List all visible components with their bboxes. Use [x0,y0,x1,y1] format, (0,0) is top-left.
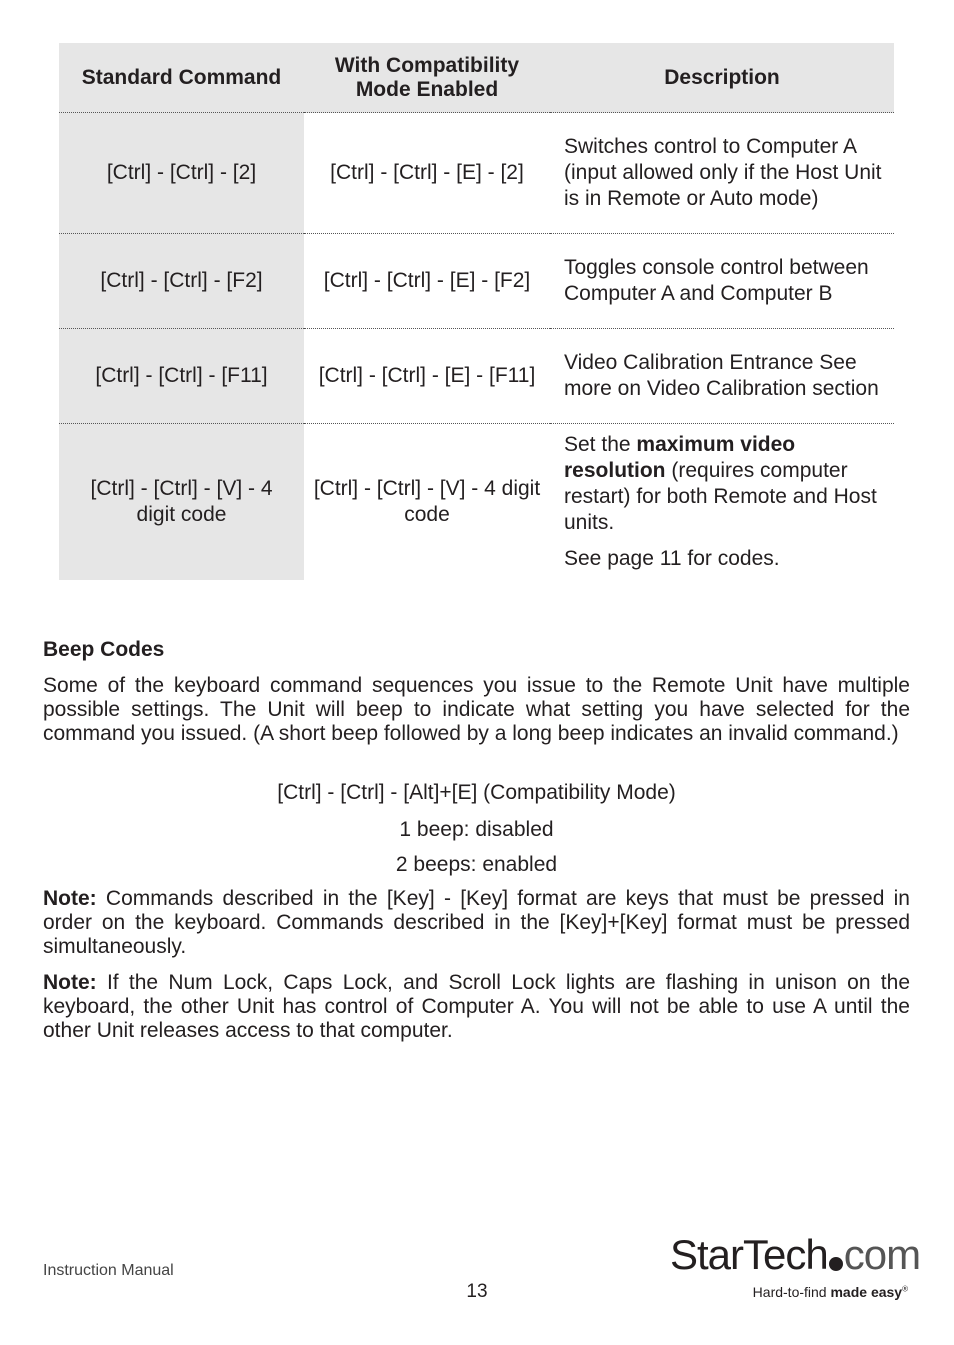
compat-command-cell: [Ctrl] - [Ctrl] - [E] - [F2] [304,234,550,329]
standard-command-cell: [Ctrl] - [Ctrl] - [F2] [59,234,304,329]
note-paragraph [43,971,910,1043]
table-row [59,329,894,424]
compat-command-cell: [Ctrl] - [Ctrl] - [E] - [F11] [304,329,550,424]
header-description: Description [550,43,894,113]
beep-one-line: 1 beep: disabled [399,818,554,841]
description-cell: Toggles console control between Computer A and Computer B [550,234,894,329]
note-text: If the Num Lock, Caps Lock, and Scroll Lock lights are flashing in unison on the keyboard, the other Unit has control of Computer A. You will not be able to use A until the other Unit releases access to that computer. [43,971,910,1042]
standard-command-cell: [Ctrl] - [Ctrl] - [V] - 4 digit code [59,424,304,581]
beep-codes-paragraph: Some of the keyboard command sequences you issue to the Remote Unit have multiple possible settings. The Unit will beep to indicate what setting you have selected for the command you issued. (A short beep followed by a long beep indicates an invalid command.) [43,674,910,745]
description-post: (requires computer restart) for both Remote and Host units. [564,459,877,534]
logo-text-a: StarTech [670,1231,828,1278]
tagline-bold: made easy [830,1284,903,1300]
tagline-pre: Hard-to-find [752,1284,831,1300]
command-table [59,43,894,580]
description-cell: Switches control to Computer A (input allowed only if the Host Unit is in Remote or Auto mode) [550,113,894,234]
description-cell [550,424,894,581]
standard-command-cell: [Ctrl] - [Ctrl] - [2] [59,113,304,234]
logo-dot-icon [829,1257,843,1271]
tagline-registered: ® [902,1284,908,1294]
beep-codes-heading: Beep Codes [43,638,165,661]
beep-command-line: [Ctrl] - [Ctrl] - [Alt]+[E] (Compatibility Mode) [277,781,676,804]
page-number: 13 [466,1281,488,1302]
note-text: Commands described in the [Key] - [Key] format are keys that must be pressed in order on the keyboard. Commands described in the [Key]+[Key] format must be pressed simultaneously. [43,887,910,958]
header-compatibility-mode: With Compatibility Mode Enabled [304,43,550,113]
logo-text-b: com [843,1231,921,1278]
logo-wordmark [670,1232,920,1278]
logo-tagline [753,1284,908,1300]
note-paragraph [43,887,910,959]
compat-command-cell: [Ctrl] - [Ctrl] - [V] - 4 digit code [313,477,541,526]
table-row [59,424,894,581]
description-bold: maximum video resolution [564,433,796,482]
startech-logo [670,1231,921,1304]
note-label: Note: [43,971,97,994]
standard-command-cell: [Ctrl] - [Ctrl] - [F11] [59,329,304,424]
table-row [59,113,894,234]
description-pre: Set the [564,433,637,456]
table-header-row [59,43,894,113]
description-extra: See page 11 for codes. [564,547,780,570]
beep-two-line: 2 beeps: enabled [395,853,558,876]
header-standard-command: Standard Command [59,43,304,113]
description-cell: Video Calibration Entrance See more on Video Calibration section [550,329,894,424]
table-row [59,234,894,329]
description-main [564,432,884,536]
compat-command-cell: [Ctrl] - [Ctrl] - [E] - [2] [304,113,550,234]
footer-manual-label: Instruction Manual [43,1262,174,1279]
note-label: Note: [43,887,97,910]
